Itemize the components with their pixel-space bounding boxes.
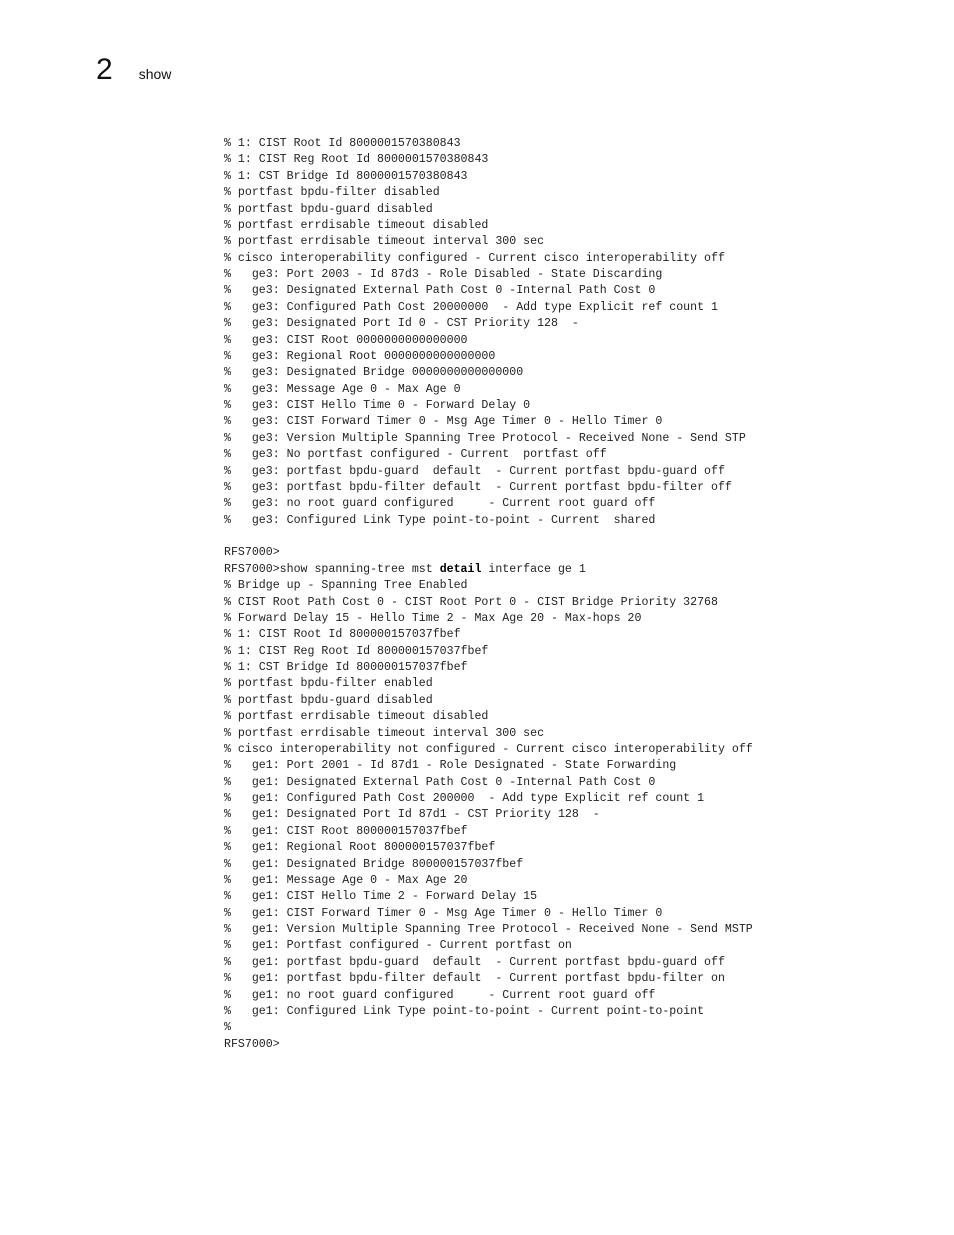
output-line: % portfast errdisable timeout interval 300 sec [224,726,545,740]
command-prefix: RFS7000>show spanning-tree mst [224,562,440,576]
output-line: % ge1: Message Age 0 - Max Age 20 [224,873,468,887]
output-line: % ge3: Version Multiple Spanning Tree Protocol - Received None - Send STP [224,431,746,445]
output-line: % ge3: Designated Port Id 0 - CST Priority 128 - [224,317,579,331]
output-line: % ge1: Regional Root 800000157037fbef [224,841,496,855]
output-block-2 [224,578,939,1037]
output-line: % ge3: Regional Root 0000000000000000 [224,349,496,363]
output-line: % ge1: CIST Hello Time 2 - Forward Delay 15 [224,890,538,904]
output-line: % ge1: CIST Forward Timer 0 - Msg Age Timer 0 - Hello Timer 0 [224,906,663,920]
output-line: % portfast errdisable timeout disabled [224,218,489,232]
output-line: % ge3: no root guard configured - Current root guard off [224,497,656,511]
output-line: % ge1: portfast bpdu-filter default - Current portfast bpdu-filter on [224,972,725,986]
output-line: % Forward Delay 15 - Hello Time 2 - Max Age 20 - Max-hops 20 [224,611,642,625]
output-line: % ge3: Message Age 0 - Max Age 0 [224,382,461,396]
output-line: % ge1: Configured Path Cost 200000 - Add type Explicit ref count 1 [224,792,705,805]
output-line: % portfast errdisable timeout interval 300 sec [224,235,545,249]
output-line: % 1: CIST Root Id 800000157037fbef [224,628,461,642]
output-line: % ge3: CIST Forward Timer 0 - Msg Age Timer 0 - Hello Timer 0 [224,415,663,429]
command-suffix: interface ge 1 [481,562,586,576]
output-line: % ge3: Configured Link Type point-to-point - Current shared [224,513,656,527]
page-header [96,52,171,92]
cli-output-block [224,136,939,1053]
output-line: % ge1: CIST Root 800000157037fbef [224,824,468,838]
output-line: % portfast bpdu-filter disabled [224,186,440,200]
output-line: % cisco interoperability not configured - Current cisco interoperability off [224,742,753,756]
cli-prompt: RFS7000> [224,1037,280,1051]
output-line: % ge3: CIST Hello Time 0 - Forward Delay 0 [224,399,531,412]
cli-prompt: RFS7000> [224,546,280,560]
output-line: % 1: CIST Reg Root Id 800000157037fbef [224,644,489,658]
output-line: % CIST Root Path Cost 0 - CIST Root Port 0 - CIST Bridge Priority 32768 [224,595,718,609]
output-line: % ge1: Designated Port Id 87d1 - CST Priority 128 - [224,808,600,822]
output-line: % portfast bpdu-guard disabled [224,202,433,216]
output-line: % ge1: Designated External Path Cost 0 -Internal Path Cost 0 [224,775,656,789]
command-keyword-detail: detail [439,562,482,576]
output-line: % ge3: No portfast configured - Current portfast off [224,448,607,462]
section-name: show [138,66,172,82]
output-line: % ge3: Designated Bridge 0000000000000000 [224,366,524,380]
output-line: % [224,1021,231,1035]
output-line: % ge1: Designated Bridge 800000157037fbef [224,857,524,871]
output-line: % ge1: Version Multiple Spanning Tree Protocol - Received None - Send MSTP [224,923,753,936]
output-line: % ge1: Port 2001 - Id 87d1 - Role Designated - State Forwarding [224,759,677,773]
output-line: % cisco interoperability configured - Current cisco interoperability off [224,251,725,265]
output-line: % 1: CST Bridge Id 800000157037fbef [224,661,468,674]
output-line: % ge1: Configured Link Type point-to-point - Current point-to-point [224,1004,705,1018]
output-line: % ge1: portfast bpdu-guard default - Current portfast bpdu-guard off [224,955,725,969]
output-line: % portfast bpdu-guard disabled [224,693,433,707]
output-line: % ge3: portfast bpdu-guard default - Current portfast bpdu-guard off [224,464,725,478]
output-line: % ge3: portfast bpdu-filter default - Current portfast bpdu-filter off [224,480,732,494]
output-line: % 1: CIST Root Id 8000001570380843 [224,137,461,150]
output-line: % ge1: no root guard configured - Current root guard off [224,988,656,1002]
output-line: % portfast errdisable timeout disabled [224,710,489,724]
output-line: % portfast bpdu-filter enabled [224,677,433,691]
output-line: % ge3: Port 2003 - Id 87d3 - Role Disabled - State Discarding [224,268,663,281]
blank-line [224,529,939,545]
output-line: % ge3: CIST Root 0000000000000000 [224,333,468,347]
cli-command-line [224,562,939,578]
output-line: % ge1: Portfast configured - Current portfast on [224,939,572,953]
output-line: % ge3: Configured Path Cost 20000000 - Add type Explicit ref count 1 [224,300,718,314]
output-line: % Bridge up - Spanning Tree Enabled [224,579,468,593]
output-block-1 [224,136,939,529]
output-line: % ge3: Designated External Path Cost 0 -Internal Path Cost 0 [224,284,656,298]
output-line: % 1: CST Bridge Id 8000001570380843 [224,169,468,183]
chapter-number: 2 [96,53,113,86]
output-line: % 1: CIST Reg Root Id 8000001570380843 [224,153,489,167]
